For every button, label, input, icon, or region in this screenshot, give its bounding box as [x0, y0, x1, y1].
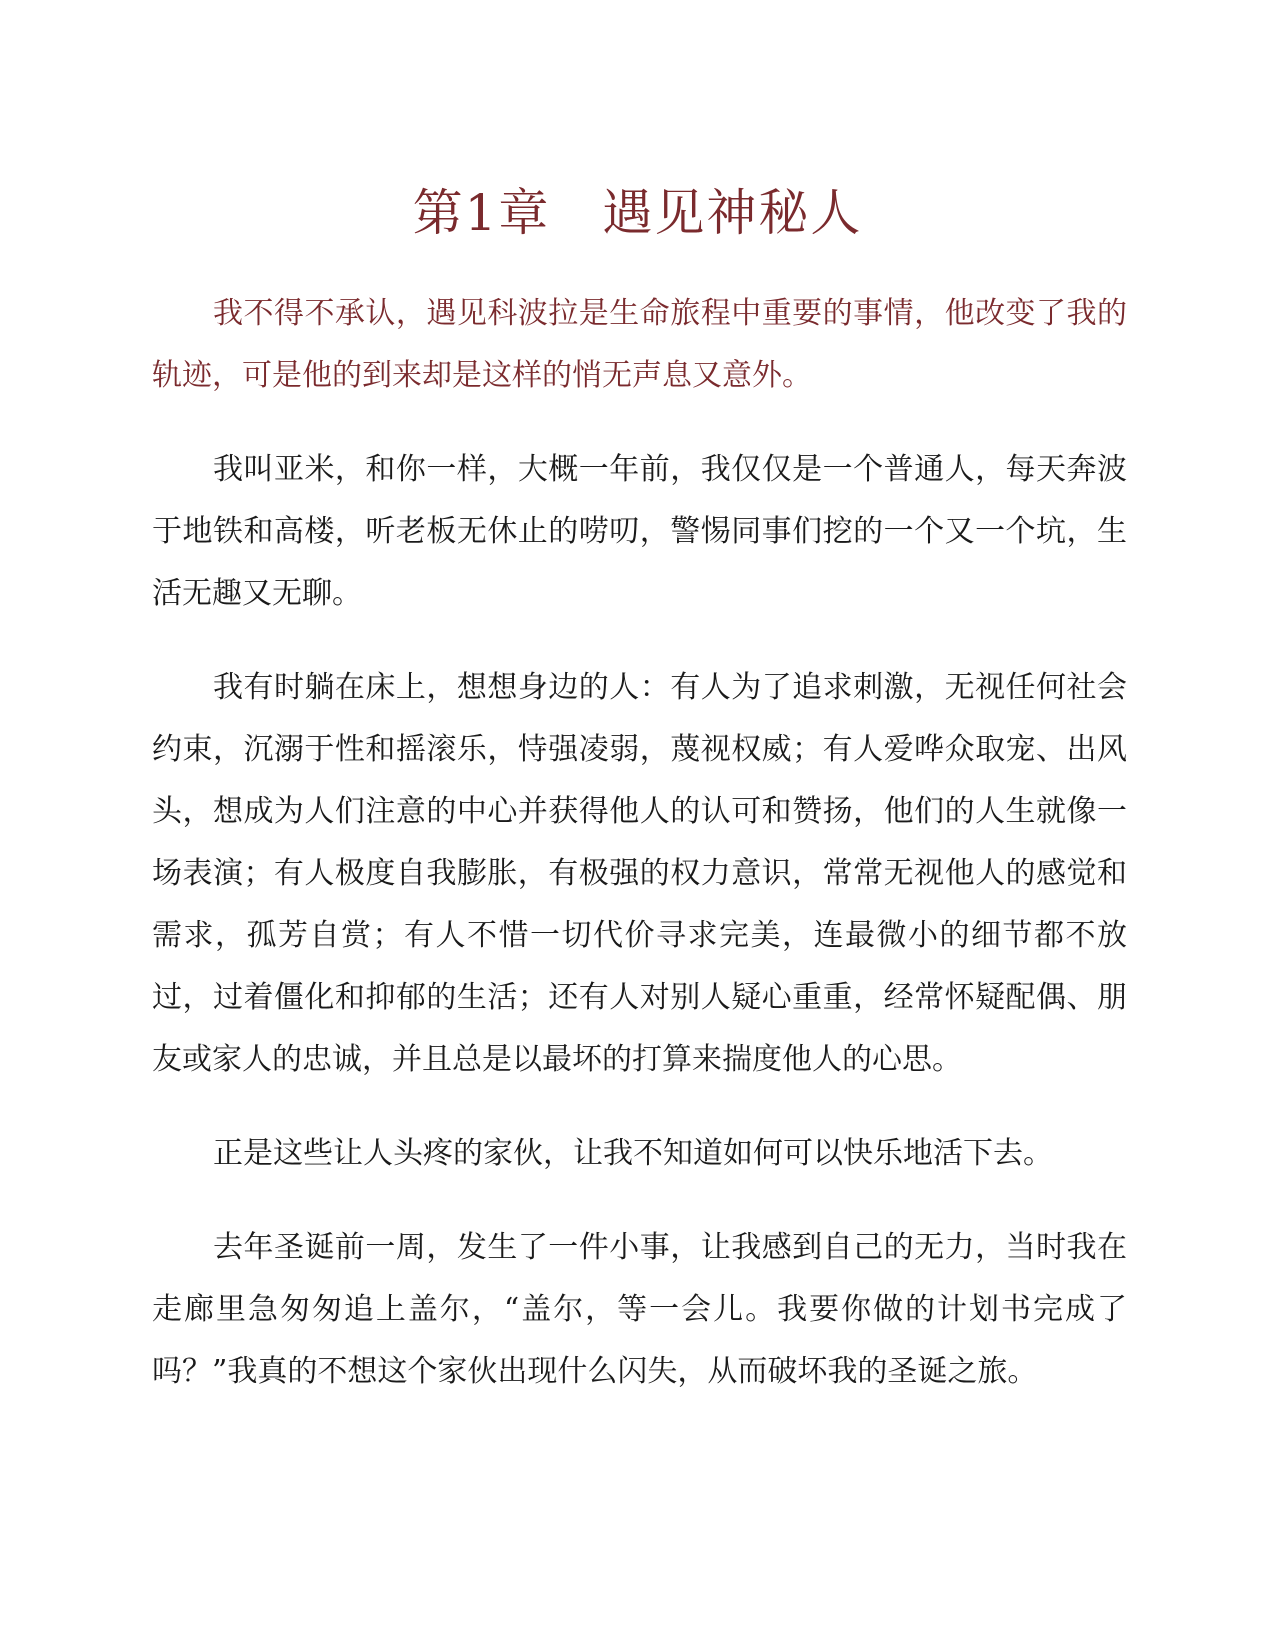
paragraph-4: 正是这些让人头疼的家伙，让我不知道如何可以快乐地活下去。	[213, 1136, 1053, 1171]
paragraph-5: 去年圣诞前一周，发生了一件小事，让我感到自己的无力，当时我在走廊里急匆匆追上盖尔，“盖尔，等一会儿。我要你做的计划书完成了吗？”我真的不想这个家伙出现什么闪失，从而破坏我的圣诞之旅。	[152, 1230, 1127, 1389]
paragraph-2: 我叫亚米，和你一样，大概一年前，我仅仅是一个普通人，每天奔波于地铁和高楼，听老板无休止的唠叨，警惕同事们挖的一个又一个坑，生活无趣又无聊。	[152, 452, 1127, 611]
paragraph-3: 我有时躺在床上，想想身边的人：有人为了追求刺激，无视任何社会约束，沉溺于性和摇滚乐，恃强凌弱，蔑视权威；有人爱哗众取宠、出风头，想成为人们注意的中心并获得他人的认可和赞扬，他们的人生就像一场表演；有人极度自我膨胀，有极强的权力意识，常常无视他人的感觉和需求，孤芳自赏；有人不惜一切代价寻求完美，连最微小的细节都不放过，过着僵化和抑郁的生活；还有人对别人疑心重重，经常怀疑配偶、朋友或家人的忠诚，并且总是以最坏的打算来揣度他人的心思。	[152, 670, 1127, 1077]
chapter-title: 第1章 遇见神秘人	[412, 184, 863, 242]
paragraph-intro: 我不得不承认，遇见科波拉是生命旅程中重要的事情，他改变了我的轨迹，可是他的到来却是这样的悄无声息又意外。	[152, 296, 1127, 393]
chapter-body	[152, 283, 1127, 1435]
